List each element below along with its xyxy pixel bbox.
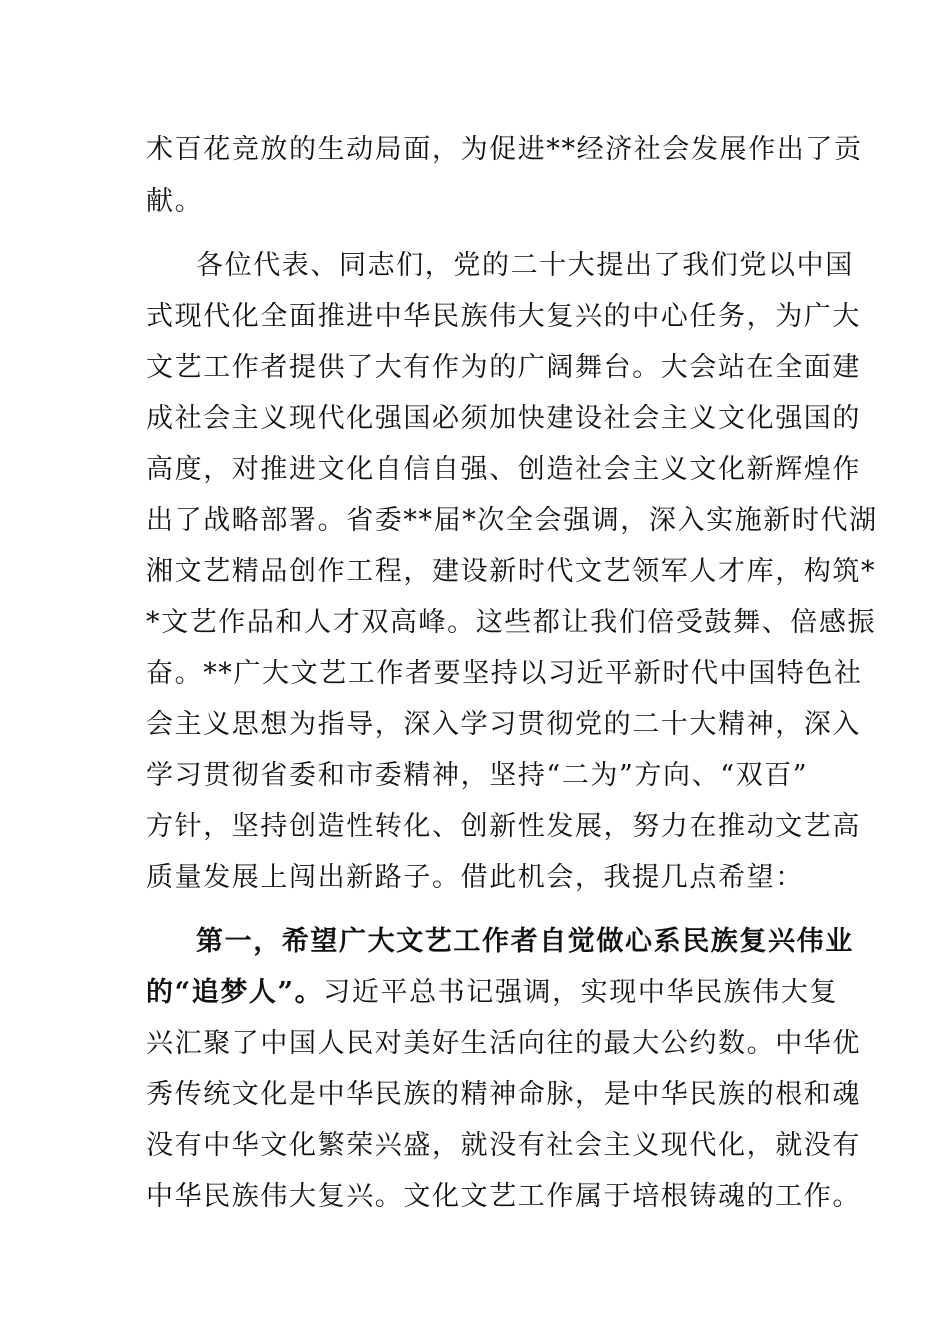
- paragraph-2-line-8: *文艺作品和人才双高峰。这些都让我们倍受鼓舞、倍感振: [146, 607, 877, 638]
- paragraph-2-line-9: 奋。**广大文艺工作者要坚持以习近平新时代中国特色社: [146, 658, 863, 689]
- paragraph-2-line-13: 质量发展上闯出新路子。借此机会，我提几点希望：: [146, 862, 804, 893]
- paragraph-2-line-7: 湘文艺精品创作工程，建设新时代文艺领军人才库，构筑*: [146, 556, 877, 587]
- paragraph-2-line-11: 学习贯彻省委和市委精神，坚持“二为”方向、“双百”: [146, 760, 809, 791]
- paragraph-3-line-6: 中华民族伟大复兴。文化文艺工作属于培根铸魂的工作。: [146, 1181, 861, 1212]
- paragraph-2-line-4: 成社会主义现代化强国必须加快建设社会主义文化强国的: [146, 403, 861, 434]
- paragraph-2-line-1: 各位代表、同志们，党的二十大提出了我们党以中国: [196, 250, 854, 281]
- paragraph-3-line-5: 没有中华文化繁荣兴盛，就没有社会主义现代化，就没有: [146, 1130, 861, 1161]
- paragraph-3-line-2-text: 习近平总书记强调，实现中华民族伟大复: [323, 977, 839, 1008]
- paragraph-2-line-5: 高度，对推进文化自信自强、创造社会主义文化新辉煌作: [146, 454, 861, 485]
- paragraph-2-line-2: 式现代化全面推进中华民族伟大复兴的中心任务，为广大: [146, 301, 861, 332]
- paragraph-2-line-12: 方针，坚持创造性转化、创新性发展，努力在推动文艺高: [146, 811, 861, 842]
- paragraph-3-line-4: 秀传统文化是中华民族的精神命脉，是中华民族的根和魂: [146, 1079, 861, 1110]
- paragraph-3-line-3: 兴汇聚了中国人民对美好生活向往的最大公约数。中华优: [146, 1028, 861, 1059]
- paragraph-2-line-6: 出了战略部署。省委**届*次全会强调，深入实施新时代湖: [146, 505, 878, 536]
- paragraph-1-line-1: 术百花竞放的生动局面，为促进**经济社会发展作出了贡: [146, 134, 863, 165]
- paragraph-3-heading-end: 的“追梦人”。: [146, 977, 324, 1008]
- paragraph-3-heading-line-1: 第一，希望广大文艺工作者自觉做心系民族复兴伟业: [196, 926, 854, 957]
- paragraph-2-line-10: 会主义思想为指导，深入学习贯彻党的二十大精神，深入: [146, 709, 861, 740]
- paragraph-1-line-2: 献。: [146, 186, 204, 217]
- paragraph-3-line-2: [146, 967, 839, 1019]
- paragraph-2-line-3: 文艺工作者提供了大有作为的广阔舞台。大会站在全面建: [146, 352, 861, 383]
